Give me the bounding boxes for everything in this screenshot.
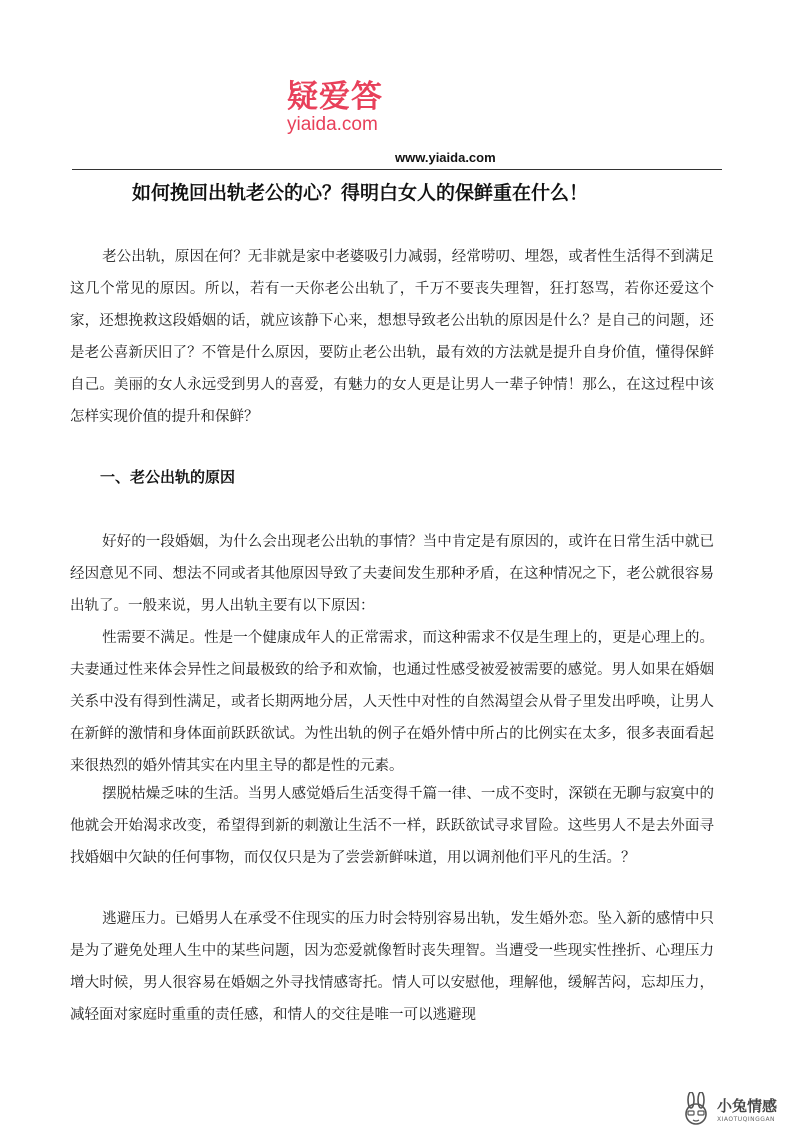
- paragraph-2: [70, 622, 714, 782]
- paragraph-1: [70, 526, 714, 622]
- section-heading: 一、老公出轨的原因: [100, 468, 236, 486]
- paragraph-4: [70, 903, 714, 1031]
- watermark-en: XIAOTUQINGGAN: [717, 1116, 776, 1123]
- intro-text: 老公出轨，原因在何？无非就是家中老婆吸引力减弱，经常唠叨、埋怨，或者性生活得不到满足这几个常见的原因。所以，若有一天你老公出轨了，千万不要丧失理智，狂打怒骂，若你还爱这个家，还想挽救这段婚姻的话，就应该静下心来，想想导致老公出轨的原因是什么？是自己的问题，还是老公喜新厌旧了？不管是什么原因，要防止老公出轨，最有效的方法就是提升自身价值，懂得保鲜自己。美丽的女人永远受到男人的喜爱，有魅力的女人更是让男人一辈子钟情！那么，在这过程中该怎样实现价值的提升和保鲜？: [70, 249, 714, 425]
- paragraph-2-text: 性需要不满足。性是一个健康成年人的正常需求，而这种需求不仅是生理上的，更是心理上的。夫妻通过性来体会异性之间最极致的给予和欢愉，也通过性感受被爱被需要的感觉。男人如果在婚姻关系中没有得到性满足，或者长期两地分居，人天性中对性的自然渴望会从骨子里发出呼唤，让男人在新鲜的激情和身体面前跃跃欲试。为性出轨的例子在婚外情中所占的比例实在太多，很多表面看起来很热烈的婚外情其实在内里主导的都是性的元素。: [70, 630, 714, 774]
- paragraph-4-text: 逃避压力。已婚男人在承受不住现实的压力时会特别容易出轨，发生婚外恋。坠入新的感情中只是为了避免处理人生中的某些问题，因为恋爱就像暂时丧失理智。当遭受一些现实性挫折、心理压力增大时候，男人很容易在婚姻之外寻找情感寄托。情人可以安慰他，理解他，缓解苦闷，忘却压力，减轻面对家庭时重重的责任感，和情人的交往是唯一可以逃避现: [70, 911, 714, 1023]
- logo-chinese-text: 疑爱答: [287, 79, 383, 115]
- article-title: 如何挽回出轨老公的心？得明白女人的保鲜重在什么！: [132, 182, 589, 204]
- paragraph-3: [70, 778, 714, 874]
- paragraph-3-text: 摆脱枯燥乏味的生活。当男人感觉婚后生活变得千篇一律、一成不变时，深锁在无聊与寂寞中的他就会开始渴求改变，希望得到新的刺激让生活不一样，跃跃欲试寻求冒险。这些男人不是去外面寻找婚姻中欠缺的任何事物，而仅仅只是为了尝尝新鲜味道，用以调剂他们平凡的生活。？: [70, 786, 714, 866]
- logo-domain-text: yiaida.com: [287, 114, 378, 135]
- watermark: [680, 1098, 790, 1134]
- intro-paragraph: [70, 241, 714, 433]
- site-url: www.yiaida.com: [395, 150, 496, 165]
- watermark-cn: 小兔情感: [717, 1097, 778, 1115]
- site-logo: [287, 80, 407, 140]
- header-divider: [72, 169, 722, 170]
- rabbit-icon: [680, 1092, 714, 1126]
- paragraph-1-text: 好好的一段婚姻，为什么会出现老公出轨的事情？当中肯定是有原因的，或许在日常生活中就已经因意见不同、想法不同或者其他原因导致了夫妻间发生那种矛盾，在这种情况之下，老公就很容易出轨了。一般来说，男人出轨主要有以下原因：: [70, 534, 714, 614]
